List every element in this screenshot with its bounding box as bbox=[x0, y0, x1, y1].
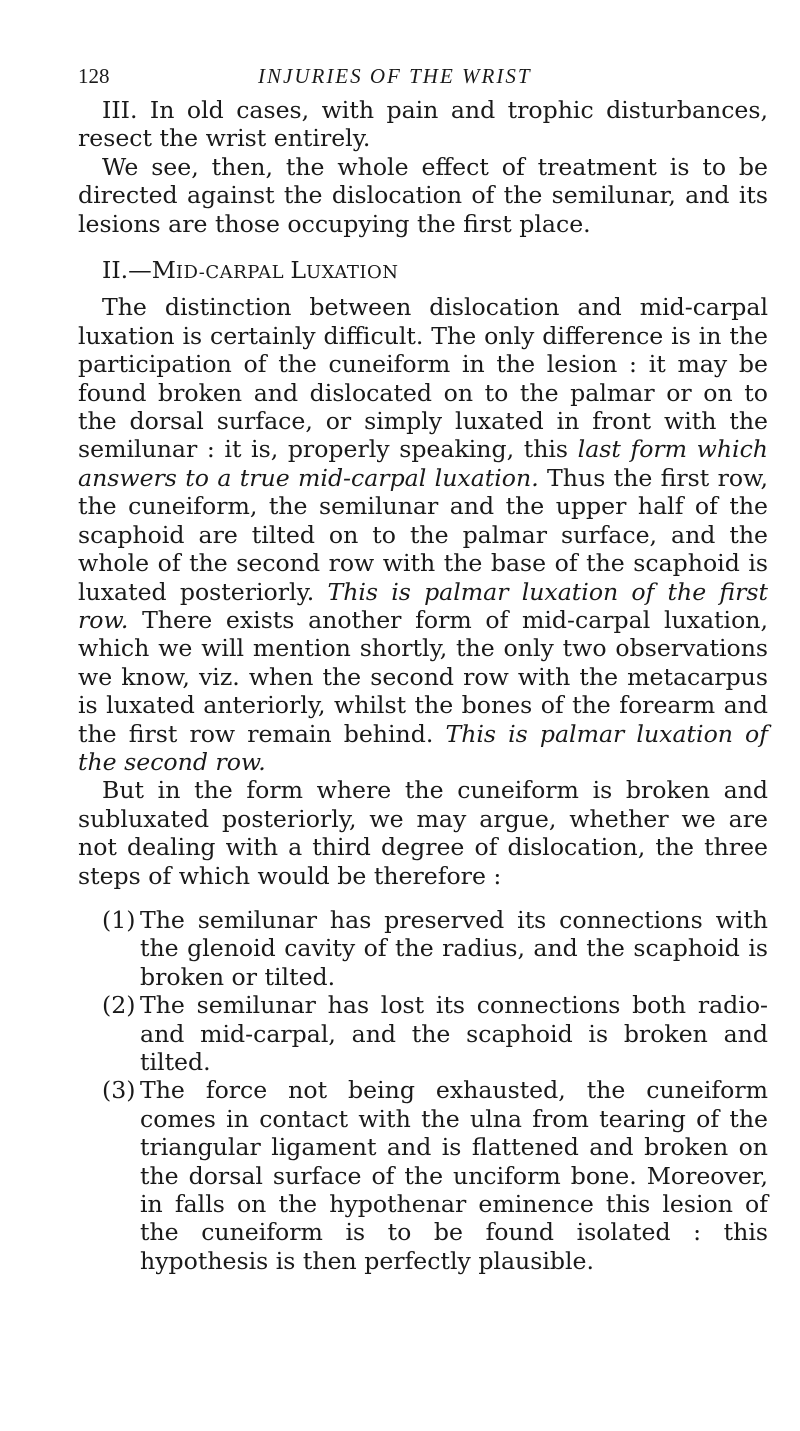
section-title-id: ID-CARPAL bbox=[175, 262, 291, 284]
list-item-number: (3) bbox=[102, 1076, 136, 1105]
section-title-uxation: UXATION bbox=[306, 262, 399, 284]
list-item-text: The semilunar has lost its connections both radio- and mid-carpal, and the scaphoid is broken and tilted. bbox=[140, 991, 768, 1076]
section-numeral: II.— bbox=[102, 256, 152, 285]
section-title-l: L bbox=[290, 256, 306, 285]
list-item-text: The force not being exhausted, the cuneiform comes in contact with the ulna from tearing of the triangular ligament and is flattened and broken on the dorsal surface of the unciform bone. Moreover, in falls on the hypothenar eminence this lesion of the cuneiform is to be found isolated : this hypothesis is then perfectly plausible. bbox=[140, 1076, 768, 1275]
paragraph-distinction bbox=[78, 293, 768, 776]
list-item bbox=[78, 906, 768, 991]
list-item bbox=[78, 991, 768, 1076]
paragraph-summary: We see, then, the whole effect of treatment is to be directed against the dislocation of the semilunar, and its lesions are those occupying the first place. bbox=[78, 152, 768, 238]
list-item-number: (1) bbox=[102, 905, 136, 934]
emphasis-palmar-second-row: This is palmar luxation of the second row. bbox=[78, 719, 768, 776]
paragraph-distinction-part-c: There exists another form of mid-carpal luxation, which we will mention shortly, the only two observations we know, viz. when the second row with the metacarpus is luxated anteriorly, whilst the bones of the forearm and the first row remain behind. bbox=[78, 605, 768, 748]
section-title-m: M bbox=[151, 256, 176, 285]
list-item bbox=[78, 1076, 768, 1275]
list-item-text: The semilunar has preserved its connections with the glenoid cavity of the radius, and the scaphoid is broken or tilted. bbox=[140, 905, 768, 991]
steps-list bbox=[78, 906, 768, 1275]
list-item-number: (2) bbox=[102, 991, 136, 1020]
body-text bbox=[78, 96, 768, 1275]
page-number: 128 bbox=[78, 64, 110, 88]
running-title: INJURIES OF THE WRIST bbox=[258, 64, 532, 88]
emphasis-true-mid-carpal: last form which answers to a true mid-carpal luxation. bbox=[78, 435, 768, 492]
paragraph-resect: III. In old cases, with pain and trophic disturbances, resect the wrist entirely. bbox=[78, 96, 768, 153]
paragraph-distinction-part-a: The distinction between dislocation and mid-carpal luxation is certainly difficult. The only difference is in the participation of the cuneiform in the lesion : it may be found broken and dislocated on to the palmar or on to the dorsal surface, or simply luxated in front with the semilunar : it is, properly speaking, this bbox=[78, 293, 768, 464]
paragraph-distinction-part-b: Thus the first row, the cuneiform, the semilunar and the upper half of the scaphoid are tilted on to the palmar surface, and the whole of the second row with the base of the scaphoid is luxated posteriorly. bbox=[78, 463, 768, 606]
page bbox=[78, 60, 768, 1275]
paragraph-third-degree: But in the form where the cuneiform is broken and subluxated posteriorly, we may argue, whether we are not dealing with a third degree of dislocation, the three steps of which would be therefore : bbox=[78, 776, 768, 890]
running-head bbox=[78, 60, 768, 96]
section-heading bbox=[78, 256, 768, 287]
emphasis-palmar-first-row: This is palmar luxation of the first row. bbox=[78, 577, 768, 634]
